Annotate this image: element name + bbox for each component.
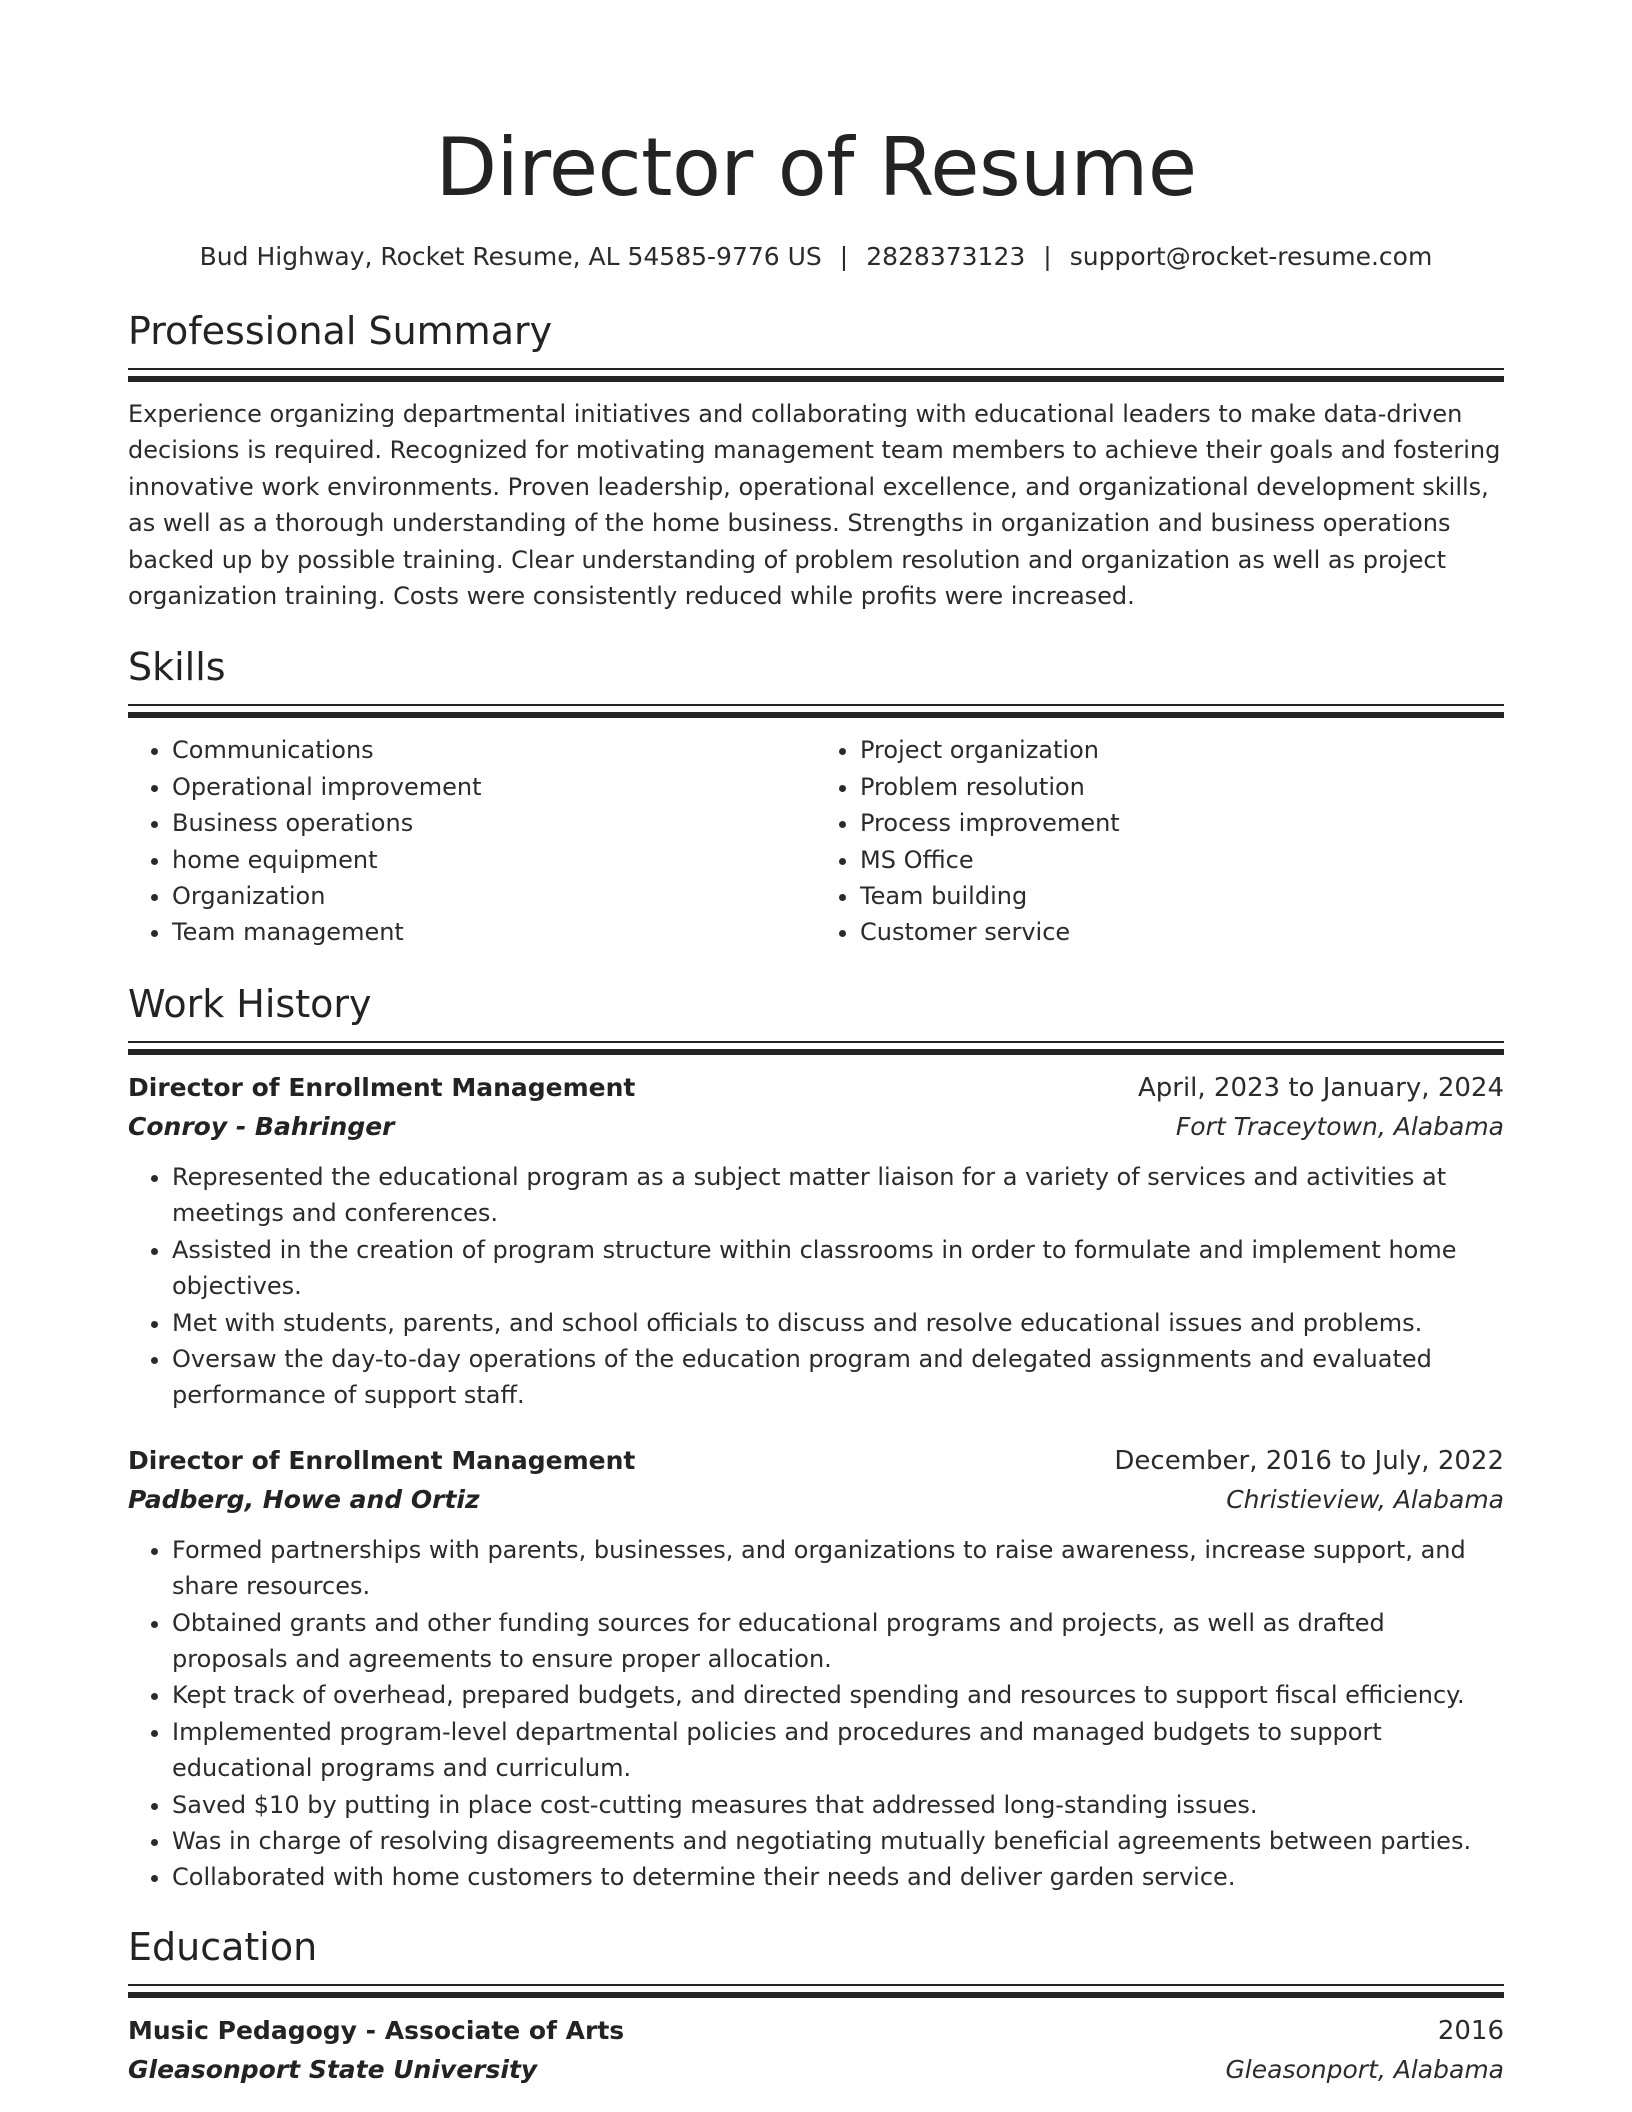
- work-heading: Work History: [128, 981, 372, 1026]
- job-bullets: [128, 1532, 1504, 1896]
- education-heading: Education: [128, 1924, 318, 1969]
- job-entry: [128, 1442, 1504, 1896]
- skill-item: • Process improvement: [860, 805, 1504, 841]
- skills-list-right: [816, 732, 1504, 950]
- skills-columns: [128, 732, 1504, 950]
- education-degree: Music Pedagogy - Associate of Arts: [128, 2015, 625, 2045]
- section-divider: [128, 1984, 1504, 1986]
- summary-text: Experience organizing departmental initiatives and collaborating with educational leaders to make data-driven decisions is required. Recognized for motivating management team members to achieve their goals and fostering innovative work environments. Proven leadership, operational excellence, and organizational development skills, as well as a thorough understanding of the home business. Strengths in organization and business operations backed up by possible training. Clear understanding of problem resolution and organization as well as project organization training. Costs were consistently reduced while profits were increased.: [128, 400, 1501, 611]
- section-divider: [128, 376, 1504, 382]
- job-header: [128, 1069, 1504, 1107]
- section-divider: [128, 704, 1504, 706]
- job-location: Fort Traceytown, Alabama: [1175, 1111, 1504, 1141]
- job-bullet: • Kept track of overhead, prepared budgets, and directed spending and resources to support fiscal efficiency.: [172, 1677, 1504, 1713]
- education-subheader: [128, 2050, 1504, 2090]
- skill-item: • Project organization: [860, 732, 1504, 768]
- job-bullet: • Assisted in the creation of program structure within classrooms in order to formulate and implement home objectives.: [172, 1232, 1504, 1305]
- skills-list-left: [128, 732, 816, 950]
- skill-item: • home equipment: [172, 842, 816, 878]
- contact-email: support@rocket-resume.com: [1069, 242, 1433, 271]
- work-section: [128, 979, 1504, 1896]
- education-section: [128, 1922, 1504, 2090]
- job-bullet: • Was in charge of resolving disagreements and negotiating mutually beneficial agreements between parties.: [172, 1823, 1504, 1859]
- skill-item: • MS Office: [860, 842, 1504, 878]
- job-title: Director of Enrollment Management: [128, 1072, 636, 1102]
- education-location: Gleasonport, Alabama: [1225, 2054, 1504, 2084]
- skills-section: [128, 642, 1504, 950]
- job-subheader: [128, 1480, 1504, 1520]
- section-divider: [128, 1049, 1504, 1055]
- summary-heading: Professional Summary: [128, 309, 553, 353]
- skill-item: • Team building: [860, 878, 1504, 914]
- job-bullet: • Collaborated with home customers to determine their needs and deliver garden service.: [172, 1859, 1504, 1895]
- job-bullet: • Represented the educational program as a subject matter liaison for a variety of services and activities at meetings and conferences.: [172, 1159, 1504, 1232]
- skill-item: • Customer service: [860, 914, 1504, 950]
- contact-separator: |: [839, 242, 849, 271]
- job-dates: April, 2023 to January, 2024: [1137, 1072, 1504, 1103]
- contact-address: Bud Highway, Rocket Resume, AL 54585-9776 US: [199, 242, 822, 271]
- resume-name: Director of Resume: [435, 121, 1197, 214]
- education-header: [128, 2012, 1504, 2050]
- education-school: Gleasonport State University: [128, 2054, 538, 2084]
- skill-item: • Communications: [172, 732, 816, 768]
- contact-line: [128, 240, 1504, 274]
- job-bullet: • Obtained grants and other funding sources for educational programs and projects, as well as drafted proposals and agreements to ensure proper allocation.: [172, 1605, 1504, 1678]
- section-divider: [128, 1992, 1504, 1998]
- contact-phone: 2828373123: [866, 242, 1026, 271]
- job-bullet: • Formed partnerships with parents, businesses, and organizations to raise awareness, increase support, and share resources.: [172, 1532, 1504, 1605]
- skill-item: • Business operations: [172, 805, 816, 841]
- job-bullet: • Implemented program-level departmental policies and procedures and managed budgets to support educational programs and curriculum.: [172, 1714, 1504, 1787]
- job-subheader: [128, 1107, 1504, 1147]
- skill-item: • Problem resolution: [860, 769, 1504, 805]
- job-bullet: • Saved $10 by putting in place cost-cutting measures that addressed long-standing issues.: [172, 1787, 1504, 1823]
- job-bullet: • Met with students, parents, and school officials to discuss and resolve educational issues and problems.: [172, 1305, 1504, 1341]
- job-title: Director of Enrollment Management: [128, 1445, 636, 1475]
- job-bullets: [128, 1159, 1504, 1414]
- skill-item: • Team management: [172, 914, 816, 950]
- job-company: Conroy - Bahringer: [128, 1111, 395, 1141]
- section-divider: [128, 712, 1504, 718]
- job-entry: [128, 1069, 1504, 1414]
- skills-heading: Skills: [128, 645, 226, 690]
- education-entry: [128, 2012, 1504, 2090]
- education-year: 2016: [1437, 2015, 1504, 2046]
- skill-item: • Operational improvement: [172, 769, 816, 805]
- summary-section: [128, 306, 1504, 614]
- job-company: Padberg, Howe and Ortiz: [128, 1484, 480, 1514]
- job-location: Christieview, Alabama: [1226, 1484, 1504, 1514]
- job-header: [128, 1442, 1504, 1480]
- job-bullet: • Oversaw the day-to-day operations of the education program and delegated assignments and evaluated performance of support staff.: [172, 1341, 1504, 1414]
- contact-separator: |: [1043, 242, 1052, 271]
- job-dates: December, 2016 to July, 2022: [1114, 1445, 1504, 1476]
- skill-item: • Organization: [172, 878, 816, 914]
- section-divider: [128, 1041, 1504, 1043]
- section-divider: [128, 368, 1504, 370]
